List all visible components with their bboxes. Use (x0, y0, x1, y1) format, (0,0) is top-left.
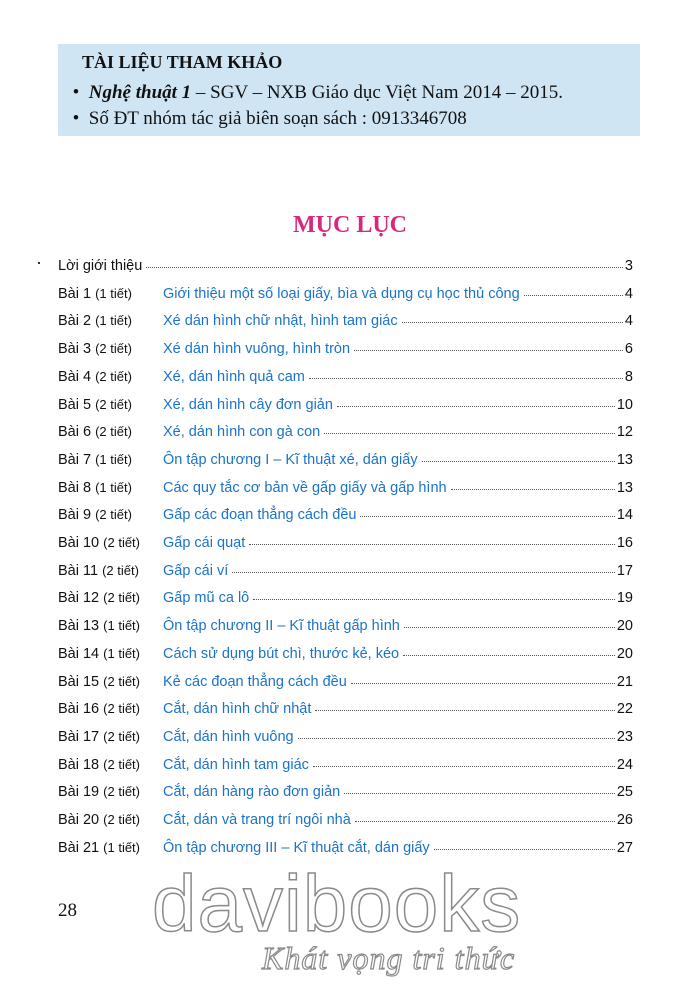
toc-lesson (58, 784, 163, 800)
toc-page: 17 (616, 563, 633, 579)
toc-duration: (2 tiết) (103, 784, 140, 799)
toc-row[interactable] (58, 701, 633, 728)
toc-lesson (58, 286, 163, 302)
toc-duration: (2 tiết) (103, 729, 140, 744)
toc-duration: (2 tiết) (103, 701, 140, 716)
toc-page: 20 (616, 646, 633, 662)
toc-lesson-number: Bài 14 (58, 646, 100, 662)
toc-title: Gấp mũ ca lô (163, 590, 250, 606)
stray-dot (38, 262, 40, 264)
leader-dots (351, 682, 615, 684)
toc-page: 12 (616, 424, 633, 440)
leader-dots (315, 709, 614, 711)
toc-lesson (58, 452, 163, 468)
toc-lesson-number: Bài 20 (58, 812, 100, 828)
toc-title: Cắt, dán hàng rào đơn giản (163, 784, 341, 800)
leader-dots (146, 266, 623, 268)
toc-page: 13 (616, 480, 633, 496)
leader-dots (298, 737, 615, 739)
toc-lesson (58, 729, 163, 745)
toc-lesson (58, 590, 163, 606)
toc-title: Kẻ các đoạn thẳng cách đều (163, 674, 347, 690)
toc-page: 27 (616, 840, 633, 856)
toc-duration: (2 tiết) (103, 590, 140, 605)
toc-lesson-number: Bài 6 (58, 424, 92, 440)
toc-duration: (2 tiết) (95, 507, 132, 522)
toc-title: Xé dán hình chữ nhật, hình tam giác (163, 313, 398, 329)
toc-lesson-number: Bài 12 (58, 590, 100, 606)
toc-lesson (58, 674, 163, 690)
toc-page: 10 (616, 397, 633, 413)
watermark-tagline: Khát vọng tri thức (262, 940, 516, 976)
toc-duration: (1 tiết) (103, 618, 140, 633)
toc-intro-row[interactable] (58, 258, 633, 285)
leader-dots (249, 543, 615, 545)
toc-row[interactable] (58, 812, 633, 839)
toc-lesson-number: Bài 9 (58, 507, 92, 523)
toc-duration: (2 tiết) (103, 674, 140, 689)
toc-title: Xé, dán hình con gà con (163, 424, 321, 440)
toc-title: Cắt, dán hình chữ nhật (163, 701, 312, 717)
toc-lesson-number: Bài 21 (58, 840, 100, 856)
toc-lesson-number: Bài 15 (58, 674, 100, 690)
toc-duration: (1 tiết) (95, 313, 132, 328)
leader-dots (344, 792, 615, 794)
toc-lesson-number: Bài 5 (58, 397, 92, 413)
page-number: 28 (58, 900, 77, 921)
toc-lesson (58, 397, 163, 413)
toc-lesson (58, 369, 163, 385)
toc-lesson-number: Bài 10 (58, 535, 100, 551)
toc-lesson (58, 618, 163, 634)
leader-dots (402, 321, 623, 323)
toc-lesson-number: Bài 3 (58, 341, 92, 357)
toc-lesson-number: Bài 4 (58, 369, 92, 385)
toc-lesson-number: Bài 7 (58, 452, 92, 468)
toc-heading: MỤC LỤC (293, 212, 407, 238)
toc-title: Cách sử dụng bút chì, thước kẻ, kéo (163, 646, 400, 662)
toc-duration: (2 tiết) (103, 757, 140, 772)
toc-page: 25 (616, 784, 633, 800)
toc-title: Giới thiệu một số loại giấy, bìa và dụng cụ học thủ công (163, 286, 520, 302)
toc-lesson-number: Bài 11 (58, 563, 99, 579)
bullet-icon: • (72, 108, 80, 129)
toc-page: 6 (624, 341, 633, 357)
toc-page: 14 (616, 507, 633, 523)
toc-lesson (58, 507, 163, 523)
reference-item (68, 82, 563, 104)
leader-dots (355, 820, 615, 822)
toc-page: 19 (616, 590, 633, 606)
toc-lesson-number: Bài 17 (58, 729, 100, 745)
toc-lesson-number: Bài 16 (58, 701, 100, 717)
toc-title: Các quy tắc cơ bản về gấp giấy và gấp hình (163, 480, 447, 496)
toc-page: 4 (624, 286, 633, 302)
toc-row[interactable] (58, 757, 633, 784)
toc-duration: (1 tiết) (95, 480, 132, 495)
toc-page: 26 (616, 812, 633, 828)
toc-lesson-number: Bài 19 (58, 784, 100, 800)
leader-dots (403, 654, 615, 656)
toc-title: Xé dán hình vuông, hình tròn (163, 341, 351, 357)
toc-title: Ôn tập chương I – Kĩ thuật xé, dán giấy (163, 452, 418, 468)
toc-lesson (58, 480, 163, 496)
toc-row[interactable] (58, 590, 633, 617)
toc-title: Gấp các đoạn thẳng cách đều (163, 507, 357, 523)
toc-row[interactable] (58, 341, 633, 368)
toc-duration: (2 tiết) (95, 397, 132, 412)
leader-dots (354, 349, 623, 351)
toc-lesson (58, 424, 163, 440)
reference-item-text: – SGV – NXB Giáo dục Việt Nam 2014 – 2015. (191, 82, 563, 103)
toc-row[interactable] (58, 646, 633, 673)
toc-lesson (58, 812, 163, 828)
toc-duration: (2 tiết) (95, 341, 132, 356)
toc-lesson-number: Bài 1 (58, 286, 92, 302)
toc-row[interactable] (58, 480, 633, 507)
toc-row[interactable] (58, 535, 633, 562)
leader-dots (324, 432, 615, 434)
toc-page: 21 (616, 674, 633, 690)
toc-row[interactable] (58, 507, 633, 534)
toc-title: Cắt, dán và trang trí ngôi nhà (163, 812, 351, 828)
leader-dots (451, 488, 615, 490)
leader-dots (360, 515, 614, 517)
toc-lesson (58, 646, 163, 662)
reference-heading: TÀI LIỆU THAM KHẢO (82, 52, 283, 72)
reference-book-title: Nghệ thuật 1 (88, 82, 192, 103)
leader-dots (422, 460, 615, 462)
toc-lesson (58, 535, 163, 551)
toc-row[interactable] (58, 286, 633, 313)
toc-lesson (58, 563, 163, 579)
toc-duration: (1 tiết) (103, 840, 140, 855)
toc-lesson-number: Bài 18 (58, 757, 100, 773)
toc-row[interactable] (58, 452, 633, 479)
toc-title: Ôn tập chương II – Kĩ thuật gấp hình (163, 618, 400, 634)
toc-duration: (2 tiết) (95, 369, 132, 384)
leader-dots (404, 626, 615, 628)
toc-lesson (58, 313, 163, 329)
toc-lesson-number: Bài 2 (58, 313, 92, 329)
toc-row[interactable] (58, 618, 633, 645)
reference-item (68, 108, 467, 130)
toc-title: Gấp cái quạt (163, 535, 246, 551)
reference-item-text: Số ĐT nhóm tác giả biên soạn sách : 0913346708 (88, 108, 467, 129)
toc-lesson (58, 341, 163, 357)
toc-page: 4 (624, 313, 633, 329)
toc-title: Gấp cái ví (163, 563, 229, 579)
leader-dots (309, 377, 623, 379)
leader-dots (253, 598, 615, 600)
toc-lesson (58, 757, 163, 773)
toc-row[interactable] (58, 397, 633, 424)
toc-row[interactable] (58, 784, 633, 811)
toc-title: Xé, dán hình cây đơn giản (163, 397, 333, 413)
watermark-brand: davibooks (152, 859, 522, 948)
toc-title: Ôn tập chương III – Kĩ thuật cắt, dán giấy (163, 840, 430, 856)
toc-duration: (2 tiết) (102, 563, 139, 578)
toc-lesson-number: Bài 13 (58, 618, 100, 634)
toc-intro-label: Lời giới thiệu (58, 258, 143, 274)
toc-duration: (2 tiết) (103, 535, 140, 550)
leader-dots (232, 571, 615, 573)
toc-row[interactable] (58, 313, 633, 340)
toc-row[interactable] (58, 369, 633, 396)
leader-dots (434, 848, 615, 850)
bullet-icon: • (72, 82, 80, 103)
toc-lesson-number: Bài 8 (58, 480, 92, 496)
toc-title: Xé, dán hình quả cam (163, 369, 305, 385)
leader-dots (524, 294, 623, 296)
toc-duration: (1 tiết) (103, 646, 140, 661)
toc-lesson (58, 701, 163, 717)
toc-lesson (58, 840, 163, 856)
toc-row[interactable] (58, 729, 633, 756)
toc-row[interactable] (58, 563, 633, 590)
toc-page: 13 (616, 452, 633, 468)
toc-row[interactable] (58, 674, 633, 701)
toc-row[interactable] (58, 424, 633, 451)
toc-page: 22 (616, 701, 633, 717)
toc-duration: (2 tiết) (95, 424, 132, 439)
toc-page: 3 (624, 258, 633, 274)
toc-duration: (2 tiết) (103, 812, 140, 827)
toc-page: 8 (624, 369, 633, 385)
toc-page: 24 (616, 757, 633, 773)
toc-title: Cắt, dán hình vuông (163, 729, 294, 745)
toc-duration: (1 tiết) (95, 452, 132, 467)
toc-duration: (1 tiết) (95, 286, 132, 301)
toc-page: 16 (616, 535, 633, 551)
leader-dots (313, 765, 615, 767)
leader-dots (337, 405, 615, 407)
toc-page: 20 (616, 618, 633, 634)
toc-title: Cắt, dán hình tam giác (163, 757, 309, 773)
toc-page: 23 (616, 729, 633, 745)
